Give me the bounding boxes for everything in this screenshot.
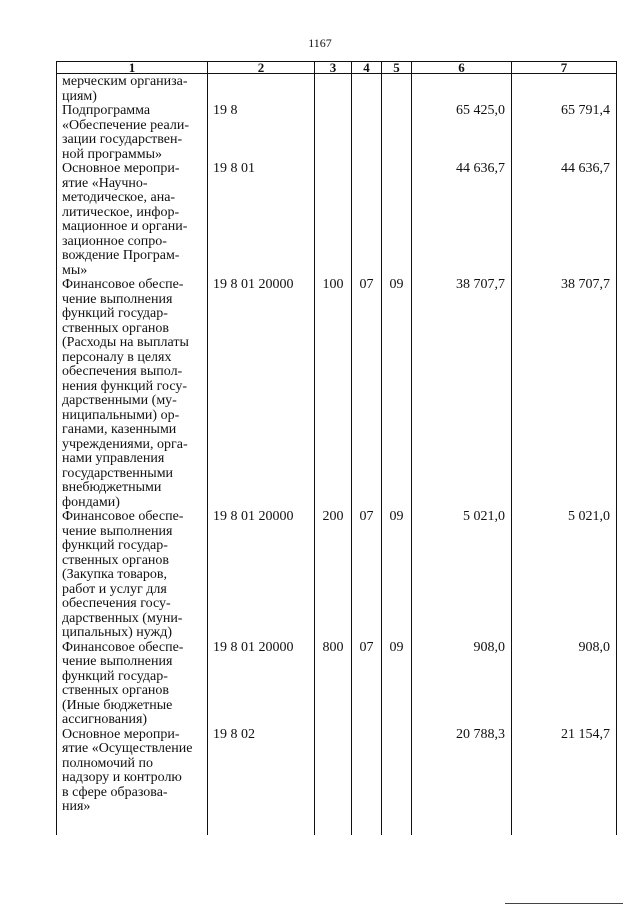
row-name: Основное меропри- ятие «Научно- методическое, ана- литическое, инфор- мационное и органи- зационное сопро- вождение Програм- мы» [62,161,188,278]
column-header: 4 [352,62,382,74]
row-code: 19 8 02 [208,728,315,835]
row-name: Подпрограмма «Обеспечение реали- зации государствен- ной программы» [62,103,189,162]
row-rz [352,104,382,162]
row-vr [315,728,352,835]
row-vr [315,162,352,278]
row-rz [352,162,382,278]
row-name-cell [57,104,208,162]
row-name: мерческим организа- циям) [62,74,188,104]
table-row [57,162,617,278]
row-vr [315,74,352,105]
table-row [57,641,617,728]
row-vr: 200 [315,510,352,641]
row-pr: 09 [382,510,412,641]
column-header: 6 [412,62,512,74]
row-pr: 09 [382,641,412,728]
header-row [57,62,617,74]
row-sum-1: 38 707,7 [412,278,512,510]
row-rz: 07 [352,510,382,641]
row-name: Основное меропри- ятие «Осуществление полномочий по надзору и контролю в сфере образова- ния» [62,726,193,814]
row-pr [382,162,412,278]
row-vr: 800 [315,641,352,728]
budget-table [56,61,617,835]
row-pr [382,728,412,835]
table-row [57,278,617,510]
page-number: 1167 [308,36,332,50]
row-pr [382,104,412,162]
row-code: 19 8 01 20000 [208,641,315,728]
row-vr [315,104,352,162]
row-code: 19 8 01 20000 [208,510,315,641]
row-sum-2: 38 707,7 [512,278,617,510]
row-name: Финансовое обеспе- чение выполнения функций государ- ственных органов (Расходы на выплаты персоналу в целях обеспечения выпол- нения функций госу- дарственными (му- ниципальными) ор- ганами, казенными учреждениями, орга- нами управления государственными внебюджетными фондами) [62,277,189,510]
row-name-cell [57,74,208,105]
column-header: 1 [57,62,208,74]
table-row [57,74,617,105]
row-name-cell [57,162,208,278]
row-rz: 07 [352,278,382,510]
row-code [208,74,315,105]
row-code: 19 8 01 20000 [208,278,315,510]
row-rz [352,728,382,835]
column-header: 7 [512,62,617,74]
column-header: 2 [208,62,315,74]
row-code: 19 8 [208,104,315,162]
row-name-cell [57,641,208,728]
table-row [57,510,617,641]
row-sum-2 [512,74,617,105]
table-row [57,104,617,162]
row-code: 19 8 01 [208,162,315,278]
row-rz: 07 [352,641,382,728]
row-sum-1: 20 788,3 [412,728,512,835]
row-name: Финансовое обеспе- чение выполнения функций государ- ственных органов (Иные бюджетные ассигнования) [62,639,184,727]
row-rz [352,74,382,105]
row-pr [382,74,412,105]
column-header: 3 [315,62,352,74]
row-pr: 09 [382,278,412,510]
row-name-cell [57,728,208,835]
row-name-cell [57,278,208,510]
row-sum-2: 908,0 [512,641,617,728]
row-sum-2: 5 021,0 [512,510,617,641]
table-row [57,728,617,835]
row-sum-1: 908,0 [412,641,512,728]
row-sum-1: 65 425,0 [412,104,512,162]
row-name-cell [57,510,208,641]
row-sum-1: 44 636,7 [412,162,512,278]
row-sum-1: 5 021,0 [412,510,512,641]
row-sum-1 [412,74,512,105]
row-name: Финансовое обеспе- чение выполнения функций государ- ственных органов (Закупка товаров, работ и услуг для обеспечения госу- дарственных (муни- ципальных) нужд) [62,509,184,640]
bottom-rule [505,903,623,904]
row-sum-2: 21 154,7 [512,728,617,835]
row-vr: 100 [315,278,352,510]
row-sum-2: 44 636,7 [512,162,617,278]
row-sum-2: 65 791,4 [512,104,617,162]
column-header: 5 [382,62,412,74]
